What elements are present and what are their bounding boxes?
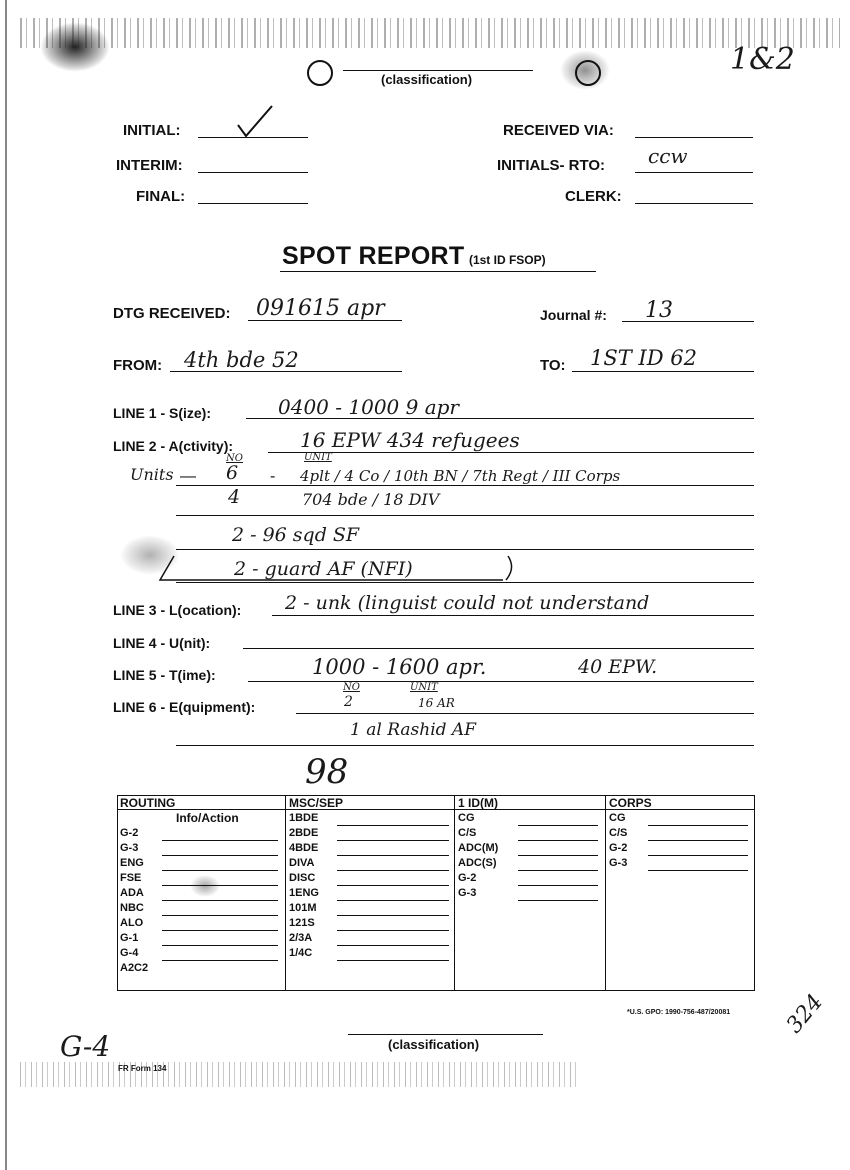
units-row2-line — [176, 515, 754, 516]
msc-field-101m[interactable] — [337, 915, 449, 916]
classification-label-bottom: (classification) — [388, 1037, 480, 1052]
units-row3-value: 2 - 96 sqd SF — [232, 524, 360, 546]
units-unit-tag: UNIT — [304, 452, 332, 463]
units-row4-line — [176, 582, 754, 583]
corps-field-cg[interactable] — [648, 825, 748, 826]
units-row1-no: 6 — [226, 462, 239, 484]
punch-hole-left — [307, 60, 333, 86]
msc-field-121s[interactable] — [337, 930, 449, 931]
journal-field[interactable] — [622, 321, 754, 322]
id-item-adcs: ADC(S) — [458, 857, 497, 869]
line6-no: 2 — [344, 694, 353, 710]
msc-item-1bde: 1BDE — [289, 812, 319, 824]
line1-value: 0400 - 1000 9 apr — [278, 395, 459, 419]
from-label: FROM: — [113, 357, 163, 374]
line6-row2-value: 1 al Rashid AF — [350, 720, 476, 740]
line3-value: 2 - unk (linguist could not understand — [285, 592, 650, 614]
line5-label: LINE 5 - T(ime): — [113, 667, 216, 683]
initial-label: INITIAL: — [123, 122, 181, 139]
units-row3-line — [176, 549, 754, 550]
corps-item-cs: C/S — [609, 827, 628, 839]
line4-field[interactable] — [243, 648, 754, 649]
dtg-received-value: 091615 apr — [256, 296, 385, 321]
routing-field-ada[interactable] — [162, 900, 278, 901]
routing-field-eng[interactable] — [162, 870, 278, 871]
clerk-field[interactable] — [635, 203, 753, 204]
msc-field-4bde[interactable] — [337, 855, 449, 856]
line2-value: 16 EPW 434 refugees — [300, 428, 520, 452]
msc-field-diva[interactable] — [337, 870, 449, 871]
msc-item-1-4c: 1/4C — [289, 947, 313, 959]
routing-item-nbc: NBC — [120, 902, 144, 914]
routing-divider — [454, 796, 455, 990]
msc-item-2-3a: 2/3A — [289, 932, 313, 944]
units-row1-dash: - — [270, 468, 276, 485]
to-field[interactable] — [572, 371, 754, 372]
received-via-label: RECEIVED VIA: — [503, 122, 614, 139]
dtg-received-label: DTG RECEIVED: — [113, 305, 231, 322]
line6-label: LINE 6 - E(quipment): — [113, 699, 256, 715]
routing-field-g4[interactable] — [162, 960, 278, 961]
clerk-label: CLERK: — [565, 188, 622, 205]
routing-table — [117, 795, 755, 991]
routing-item-eng: ENG — [120, 857, 144, 869]
line5-value: 1000 - 1600 apr. — [312, 655, 487, 679]
msc-item-121s: 121S — [289, 917, 315, 929]
routing-divider — [605, 796, 606, 990]
routing-item-a2c2: A2C2 — [120, 962, 149, 974]
corps-header: CORPS — [609, 796, 652, 810]
routing-item-g3: G-3 — [120, 842, 139, 854]
classification-line-bottom — [348, 1034, 543, 1035]
corps-field-g2[interactable] — [648, 855, 748, 856]
id-item-cs: C/S — [458, 827, 477, 839]
line4-label: LINE 4 - U(nit): — [113, 635, 211, 651]
routing-item-g4: G-4 — [120, 947, 139, 959]
line6-row2-line — [176, 745, 754, 746]
msc-field-2-3a[interactable] — [337, 945, 449, 946]
handwritten-98: 98 — [305, 752, 349, 792]
routing-item-fse: FSE — [120, 872, 142, 884]
routing-divider — [285, 796, 286, 990]
corps-field-g3[interactable] — [648, 870, 748, 871]
line1-label: LINE 1 - S(ize): — [113, 405, 212, 421]
line6-no-tag: NO — [343, 682, 360, 693]
corps-item-g3: G-3 — [609, 857, 628, 869]
msc-sep-header: MSC/SEP — [289, 796, 344, 810]
initials-rto-label: INITIALS- RTO: — [497, 157, 606, 174]
id-field-adcs[interactable] — [518, 870, 598, 871]
line5-field[interactable] — [248, 681, 754, 682]
routing-item-ada: ADA — [120, 887, 144, 899]
id-field-adcm[interactable] — [518, 855, 598, 856]
msc-item-diva: DIVA — [289, 857, 315, 869]
msc-field-1eng[interactable] — [337, 900, 449, 901]
gpo-imprint: *U.S. GPO: 1990-756-487/20081 — [627, 1009, 731, 1016]
routing-header-rule — [118, 809, 754, 810]
msc-item-2bde: 2BDE — [289, 827, 319, 839]
final-field[interactable] — [198, 203, 308, 204]
routing-field-nbc[interactable] — [162, 915, 278, 916]
id-field-cg[interactable] — [518, 825, 598, 826]
form-title-block — [282, 242, 546, 271]
line6-unit: 16 AR — [418, 696, 455, 710]
msc-item-disc: DISC — [289, 872, 316, 884]
msc-item-4bde: 4BDE — [289, 842, 319, 854]
punch-hole-right — [575, 60, 601, 86]
routing-field-fse[interactable] — [162, 885, 278, 886]
msc-field-1bde[interactable] — [337, 825, 449, 826]
units-label: Units — [130, 465, 174, 484]
msc-field-disc[interactable] — [337, 885, 449, 886]
routing-item-alo: ALO — [120, 917, 144, 929]
form-number: FR Form 134 — [118, 1064, 167, 1073]
received-via-field[interactable] — [635, 137, 753, 138]
1id-header: 1 ID(M) — [458, 796, 498, 810]
classification-line-top — [343, 70, 533, 71]
routing-field-alo[interactable] — [162, 930, 278, 931]
id-field-g3[interactable] — [518, 900, 598, 901]
corps-field-cs[interactable] — [648, 840, 748, 841]
line2-label: LINE 2 - A(ctivity): — [113, 438, 234, 454]
units-row1-line — [176, 485, 754, 486]
routing-field-g2[interactable] — [162, 840, 278, 841]
units-row1-value: 4plt / 4 Co / 10th BN / 7th Regt / III Corps — [300, 467, 621, 485]
initials-rto-value: ccw — [648, 144, 688, 168]
routing-item-g2: G-2 — [120, 827, 139, 839]
routing-field-g3[interactable] — [162, 855, 278, 856]
form-subtitle: (1st ID FSOP) — [468, 253, 546, 267]
corps-item-cg: CG — [609, 812, 626, 824]
scan-noise-top — [20, 18, 840, 48]
id-item-cg: CG — [458, 812, 475, 824]
id-field-cs[interactable] — [518, 840, 598, 841]
msc-item-101m: 101M — [289, 902, 317, 914]
routing-header: ROUTING — [120, 796, 176, 810]
units-row2-value: 704 bde / 18 DIV — [302, 490, 440, 509]
routing-item-g1: G-1 — [120, 932, 139, 944]
line6-field[interactable] — [296, 713, 754, 714]
scan-noise-bottom — [20, 1062, 580, 1087]
scan-blot — [40, 22, 110, 72]
handwritten-g4: G-4 — [60, 1030, 111, 1063]
id-item-g3: G-3 — [458, 887, 477, 899]
id-item-adcm: ADC(M) — [458, 842, 499, 854]
to-label: TO: — [540, 357, 566, 374]
units-no-tag: NO — [226, 453, 243, 464]
form-title: SPOT REPORT — [282, 242, 465, 270]
handwritten-page-324: 324 — [782, 989, 829, 1039]
classification-label-top: (classification) — [381, 72, 473, 87]
page-number-mark: 1&2 — [730, 42, 795, 77]
title-underline — [280, 271, 596, 272]
scan-edge — [5, 0, 7, 1170]
id-item-g2: G-2 — [458, 872, 477, 884]
initials-rto-field[interactable] — [635, 172, 753, 173]
line5-extra: 40 EPW. — [578, 656, 658, 678]
msc-field-1-4c[interactable] — [337, 960, 449, 961]
line2-field[interactable] — [268, 452, 754, 453]
routing-field-g1[interactable] — [162, 945, 278, 946]
interim-label: INTERIM: — [116, 157, 183, 174]
routing-subheader: Info/Action — [176, 811, 239, 825]
units-row4-value: 2 - guard AF (NFI) — [234, 558, 413, 580]
journal-value: 13 — [645, 298, 673, 323]
units-dash: — — [180, 468, 196, 485]
id-field-g2[interactable] — [518, 885, 598, 886]
line3-label: LINE 3 - L(ocation): — [113, 602, 242, 618]
bracket-arrow-icon — [158, 552, 518, 586]
line6-unit-tag: UNIT — [410, 682, 438, 693]
corps-item-g2: G-2 — [609, 842, 628, 854]
final-label: FINAL: — [136, 188, 186, 205]
units-row2-no: 4 — [228, 486, 241, 508]
to-value: 1ST ID 62 — [590, 346, 697, 370]
checkmark-icon — [236, 103, 276, 139]
msc-field-2bde[interactable] — [337, 840, 449, 841]
line3-field[interactable] — [272, 615, 754, 616]
from-value: 4th bde 52 — [184, 348, 299, 372]
msc-item-1eng: 1ENG — [289, 887, 319, 899]
journal-label: Journal #: — [540, 307, 607, 323]
interim-field[interactable] — [198, 172, 308, 173]
